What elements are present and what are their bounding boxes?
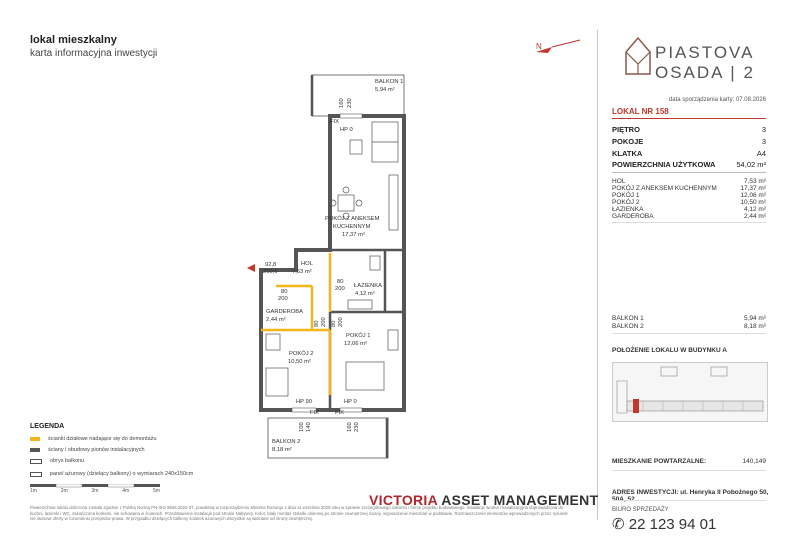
separator: [612, 470, 766, 471]
room-row: POKÓJ Z ANEKSEM KUCHENNYM 17,37 m²: [612, 185, 766, 192]
hp-label: HP 0: [340, 127, 353, 133]
room1-name: POKÓJ 1: [346, 333, 371, 339]
kitchen-furniture: [330, 122, 398, 230]
hol-area: 7,53 m²: [292, 269, 312, 275]
dim-label: 230: [354, 422, 360, 432]
info-row-powierzchnia: POWIERZCHNIA UŻYTKOWA 54,02 m²: [612, 160, 766, 169]
lokal-underline: [612, 118, 766, 119]
room-row: ŁAZIENKA 4,12 m²: [612, 206, 766, 213]
victoria-brand: VICTORIA ASSET MANAGEMENT: [369, 492, 599, 508]
room2-furniture: [266, 334, 288, 396]
entrance-arrow-icon: [247, 264, 255, 272]
fix-label: FIX: [335, 410, 345, 416]
biuro-label: BIURO SPRZEDAŻY: [612, 507, 669, 513]
lokal-number: LOKAL NR 158: [612, 107, 669, 116]
building-location-map: [612, 362, 768, 422]
location-label: POŁOŻENIE LOKALU W BUDYNKU A: [612, 347, 727, 354]
info-row-pietro: PIĘTRO 3: [612, 125, 766, 134]
fix-label: FIX: [310, 410, 320, 416]
wardrobe-area: 2,44 m²: [266, 317, 286, 323]
hol-name: HOL: [301, 261, 313, 267]
hp-label: HP 90: [296, 399, 313, 405]
balcony-row: BALKON 2 8,18 m²: [612, 323, 766, 330]
separator: [612, 172, 766, 173]
adres-inwestycji: ADRES INWESTYCJI: ul. Henryka II Pobożnego 50,: [612, 489, 769, 496]
door-dim: 200: [338, 317, 344, 327]
mieszkanie-powtarzalne: MIESZKANIE POWTARZALNE: 140,149: [612, 458, 766, 465]
door-dim: 80: [331, 320, 337, 327]
dim-label: 100: [299, 422, 305, 432]
separator: [612, 333, 766, 334]
balcony-1-label: BALKON 1: [375, 79, 404, 85]
hp-label: HP 0: [344, 399, 357, 405]
dim-label: 140: [306, 422, 312, 432]
door-dim: 80: [281, 289, 288, 295]
logo-text: [655, 43, 755, 83]
page-subtitle: karta informacyjna inwestycji: [30, 48, 158, 59]
svg-text:N: N: [536, 42, 542, 51]
room2-name: POKÓJ 2: [289, 351, 314, 357]
legend-item: obrys balkonu: [30, 458, 84, 464]
room1-area: 12,06 m²: [344, 341, 367, 347]
room-row: POKÓJ 2 10,50 m²: [612, 199, 766, 206]
room1-furniture: [346, 330, 398, 390]
card-date: data sporządzenia karty: 07.08.2026: [668, 97, 766, 103]
scale-labels: 1m 2m 3m 4m 5m: [30, 488, 160, 494]
wardrobe-name: GARDEROBA: [266, 309, 304, 315]
room2-area: 10,50 m²: [288, 359, 311, 365]
door-dim: 80: [337, 279, 344, 285]
bathroom-area: 4,12 m²: [355, 291, 375, 297]
dim-label: 160: [339, 98, 345, 108]
kitchen-name: KUCHENNYM: [333, 224, 371, 230]
info-row-pokoje: POKOJE 3: [612, 137, 766, 146]
fix-label: FIX: [330, 119, 340, 125]
kitchen-area: 17,37 m²: [342, 232, 365, 238]
legend-title: LEGENDA: [30, 423, 65, 430]
footnote: Powierzchnia lokalu obliczona została zgodnie z Polską Normą PN-ISO 9836:2022-07, powołaną w rozporządzeniu Ministra Rozwoju z dnia 11 września 2020 roku w sprawie szczegółowego zakresu i formy projektu budowlanego. Instalacje wodna i kanalizacyjna doprowadzona do kuchni, łazienki i WC, zakończona korkami, nie schowana w ścianach. Przedstawione instalacje pod stronie Nabywcy. Kolor, biały montaż stolarki okiennej po stronie zewnętrznej ściany, wyposażenie mieszkań w podstawie. Rozmieszczenie elementów wprowadzonych przez rysunek nie stanowi oferty w rozumieniu przepisów prawa. W przypadku dzielących balkony ścianek ażurowych wszystkie są widziane od strony zewnętrznej.: [30, 505, 568, 522]
balcony-row: BALKON 1 5,94 m²: [612, 315, 766, 322]
door-dim: 80: [314, 320, 320, 327]
room-row: POKÓJ 1 12,06 m²: [612, 192, 766, 199]
logo-line2: OSADA | 2: [655, 63, 755, 82]
bathroom-name: ŁAZIENKA: [354, 283, 383, 289]
room-row: HOL 7,53 m²: [612, 178, 766, 185]
outer-walls: [261, 116, 404, 410]
phone-number: ✆ 22 123 94 01: [612, 516, 717, 533]
door-dim: 200: [321, 317, 327, 327]
piastova-logo-icon: [624, 34, 652, 78]
legend-item: panel ażurowy (dzielący balkony) o wymiarach 240x150cm: [30, 471, 193, 477]
room-row: GARDEROBA 2,44 m²: [612, 213, 766, 220]
info-row-klatka: KLATKA A4: [612, 149, 766, 158]
phone-icon: ✆: [612, 516, 625, 533]
logo-line1: PIASTOVA: [655, 43, 755, 62]
legend-item: ścianki działowe nadające się do demontażu: [30, 436, 157, 442]
door-dim: 200: [335, 286, 345, 292]
dim-label: 160: [347, 422, 353, 432]
door-dim: 200: [278, 296, 288, 302]
separator: [612, 500, 766, 501]
balcony-2-area: 8,18 m²: [272, 447, 292, 453]
kitchen-name: POKÓJ Z ANEKSEM: [325, 216, 380, 222]
building-map-svg: [613, 363, 767, 421]
legend-item: ściany i obudowy pionów instalacyjnych: [30, 447, 145, 453]
door-dim: 92,8: [265, 262, 277, 268]
balcony-2-label: BALKON 2: [272, 439, 301, 445]
balcony-1-area: 5,94 m²: [375, 87, 395, 93]
page-title: lokal mieszkalny: [30, 34, 117, 46]
dim-label: 230: [347, 98, 353, 108]
separator: [612, 222, 766, 223]
door-dim: 200,6: [263, 269, 278, 275]
